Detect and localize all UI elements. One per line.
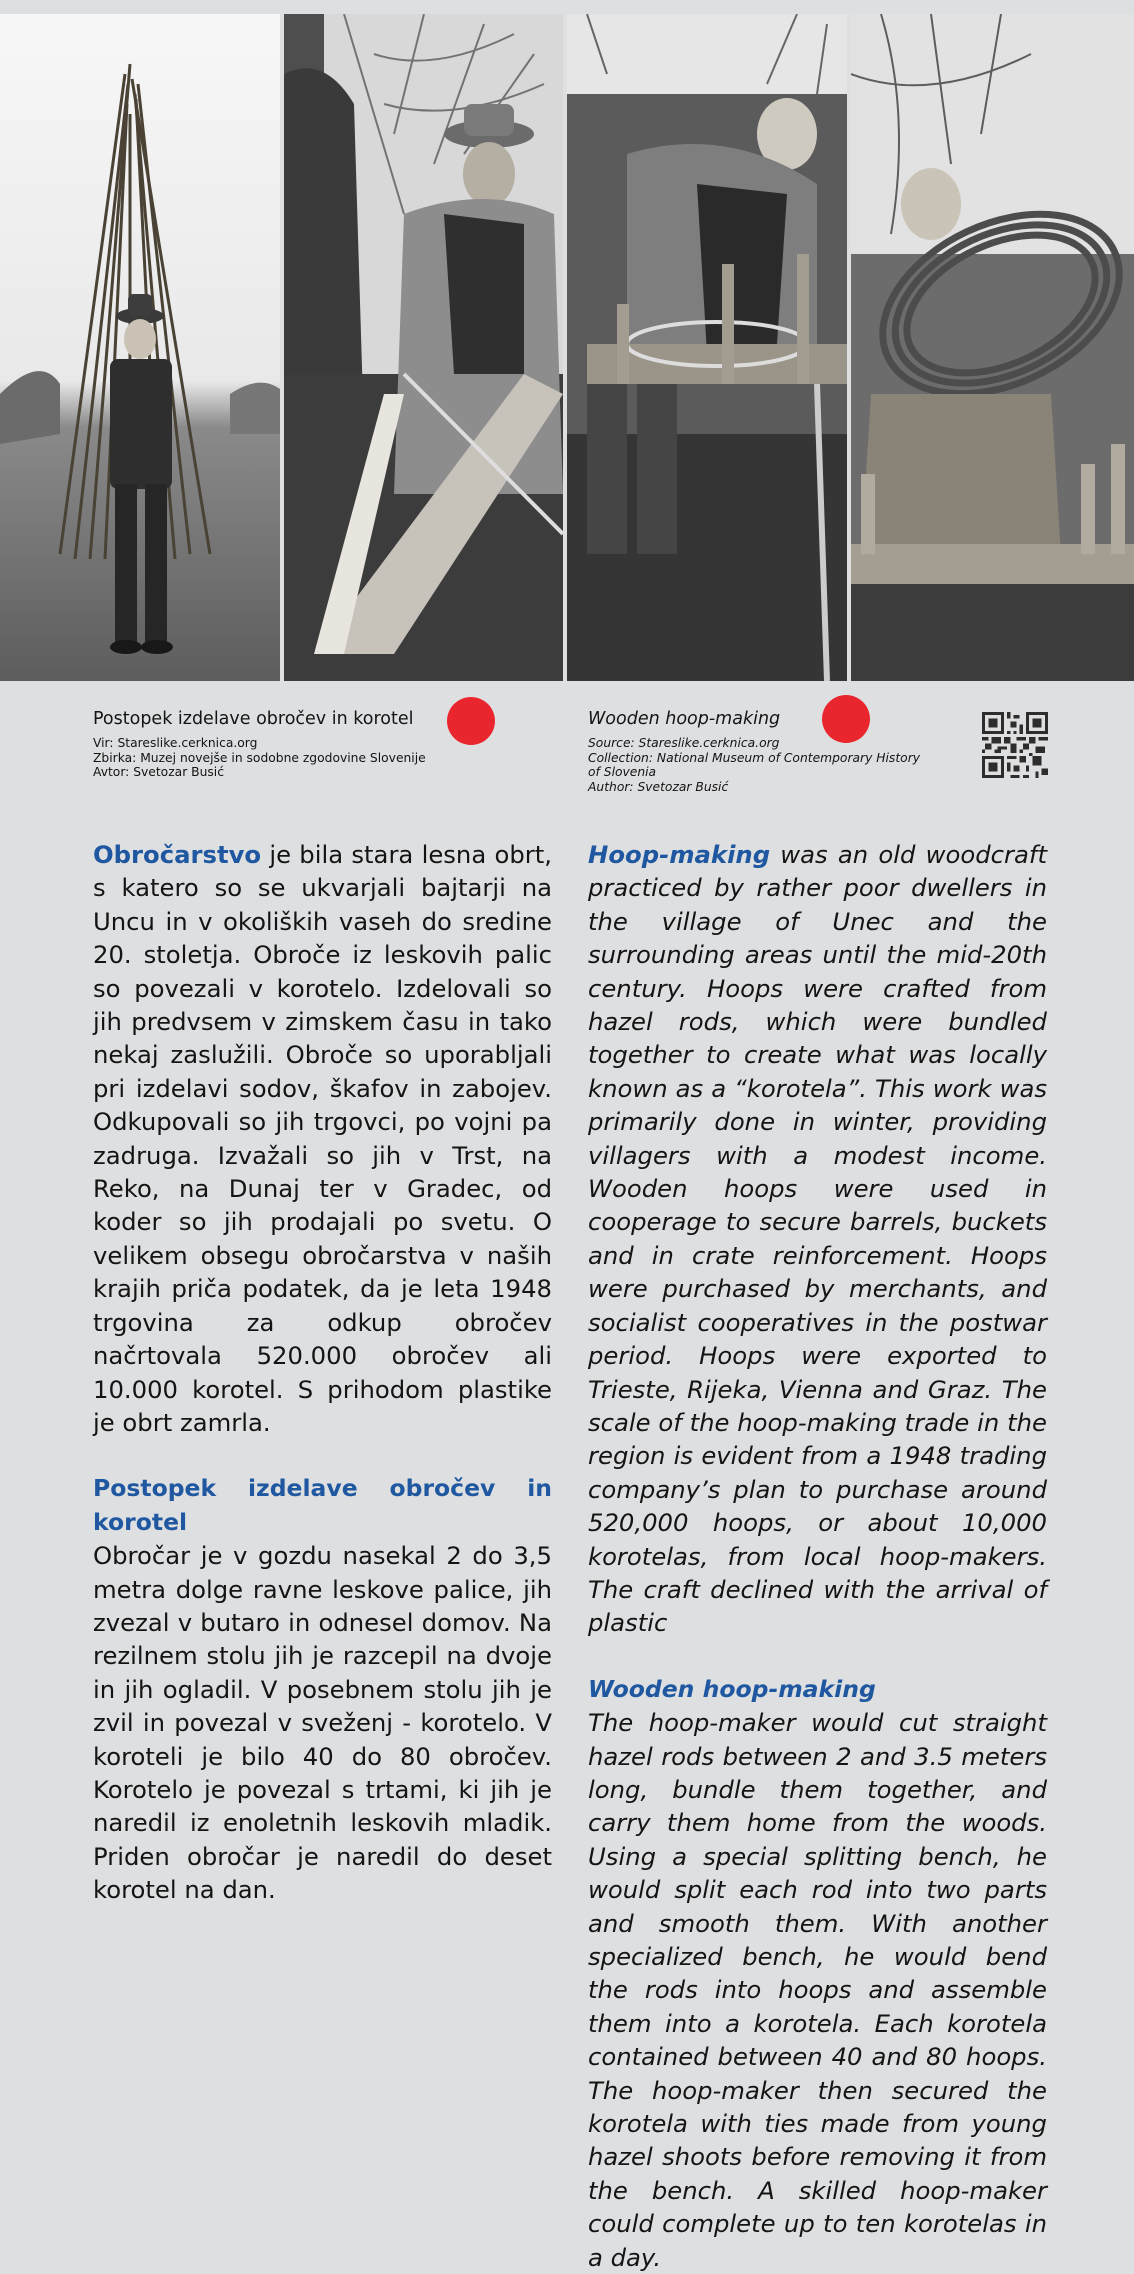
- caption-source: Source: Stareslike.cerknica.org: [588, 736, 780, 750]
- body-paragraph: The hoop-maker would cut straight hazel rods between 2 and 3.5 meters long, bundle them together, and carry them home from the woods. Using a special splitting bench, he would split each rod into two parts and smooth them. With another specialized bench, he would bend the rods into hoops and assemble them into a korotela. Each korotela contained between 40 and 80 hoops. The hoop-maker then secured the korotela with ties made from young hazel shoots before removing it from the bench. A skilled hoop-maker could complete up to ten korotelas in a day.: [588, 1708, 1047, 2272]
- red-dot-marker: [447, 697, 495, 745]
- qr-code-icon[interactable]: [982, 712, 1048, 778]
- caption-slovene: [93, 708, 453, 780]
- photo-splitting-bench: [284, 14, 563, 681]
- section-heading: Wooden hoop-making: [588, 1674, 876, 1703]
- caption-collection: Collection: National Museum of Contemporary History: [588, 750, 921, 765]
- body-paragraph: Obročar je v gozdu nasekal 2 do 3,5 metra dolge ravne leskove palice, jih zvezal v butaro in odnesel domov. Na rezilnem stolu jih je razcepil na dvoje in jih ogladil. V posebnem stolu jih je zvil in povezal v sveženj - korotelo. V koroteli je bilo 40 do 80 obročev. Korotelo je povezal s trtami, ki jih je naredil iz enoletnih leskovih mladik. Priden obročar je naredil do deset korotel na dan.: [93, 1541, 552, 1905]
- photo-rod-bundle: [0, 14, 280, 681]
- caption-title: Wooden hoop-making: [588, 709, 781, 729]
- caption-author: Avtor: Svetozar Busić: [93, 765, 224, 779]
- text-column-english: [588, 838, 1047, 2274]
- photo-hoop-bundle: [851, 14, 1134, 681]
- caption-author: Author: Svetozar Busić: [588, 779, 729, 794]
- photo-bending-bench: [567, 14, 847, 681]
- caption-english: [588, 708, 958, 794]
- lead-term: Hoop-making: [588, 840, 771, 869]
- section-heading: Postopek izdelave obročev in korotel: [93, 1474, 552, 1536]
- red-dot-marker: [822, 695, 870, 743]
- caption-collection-cont: of Slovenia: [588, 765, 657, 779]
- caption-source: Vir: Stareslike.cerknica.org: [93, 736, 258, 750]
- intro-paragraph: [93, 838, 552, 1439]
- caption-collection: Zbirka: Muzej novejše in sodobne zgodovine Slovenije: [93, 750, 426, 765]
- lead-term: Obročarstvo: [93, 840, 262, 869]
- photo-strip: [0, 14, 1134, 681]
- intro-text: was an old woodcraft practiced by rather poor dwellers in the village of Unec and the surrounding areas until the mid-20th century. Hoops were crafted from hazel rods, which were bundled together to create what was locally known as a “korotela”. This work was primarily done in winter, providing villagers with a modest income. Wooden hoops were used in cooperage to secure barrels, buckets and in crate reinforcement. Hoops were purchased by merchants, and socialist cooperatives in the postwar period. Hoops were exported to Trieste, Rijeka, Vienna and Graz. The scale of the hoop-making trade in the region is evident from a 1948 trading company’s plan to purchase around 520,000 hoops, or about 10,000 korotelas, from local hoop-makers. The craft declined with the arrival of plastic: [588, 840, 1047, 1638]
- text-column-slovene: [93, 838, 552, 1907]
- intro-paragraph: [588, 838, 1047, 1640]
- caption-title: Postopek izdelave obročev in korotel: [93, 709, 414, 729]
- intro-text: je bila stara lesna obrt, s katero so se ukvarjali bajtarji na Uncu in v okoliških vaseh do sredine 20. stoletja. Obroče iz leskovih palic so povezali v korotelo. Izdelovali so jih predvsem v zimskem času in tako nekaj zaslužili. Obroče so uporabljali pri izdelavi sodov, škafov in zabojev. Odkupovali so jih trgovci, po vojni pa zadruga. Izvažali so jih v Trst, na Reko, na Dunaj ter v Gradec, od koder so jih prodajali po svetu. O velikem obsegu obročarstva v naših krajih priča podatek, da je leta 1948 trgovina za odkup obročev načrtovala 520.000 obročev ali 10.000 korotel. S prihodom plastike je obrt zamrla.: [93, 840, 552, 1437]
